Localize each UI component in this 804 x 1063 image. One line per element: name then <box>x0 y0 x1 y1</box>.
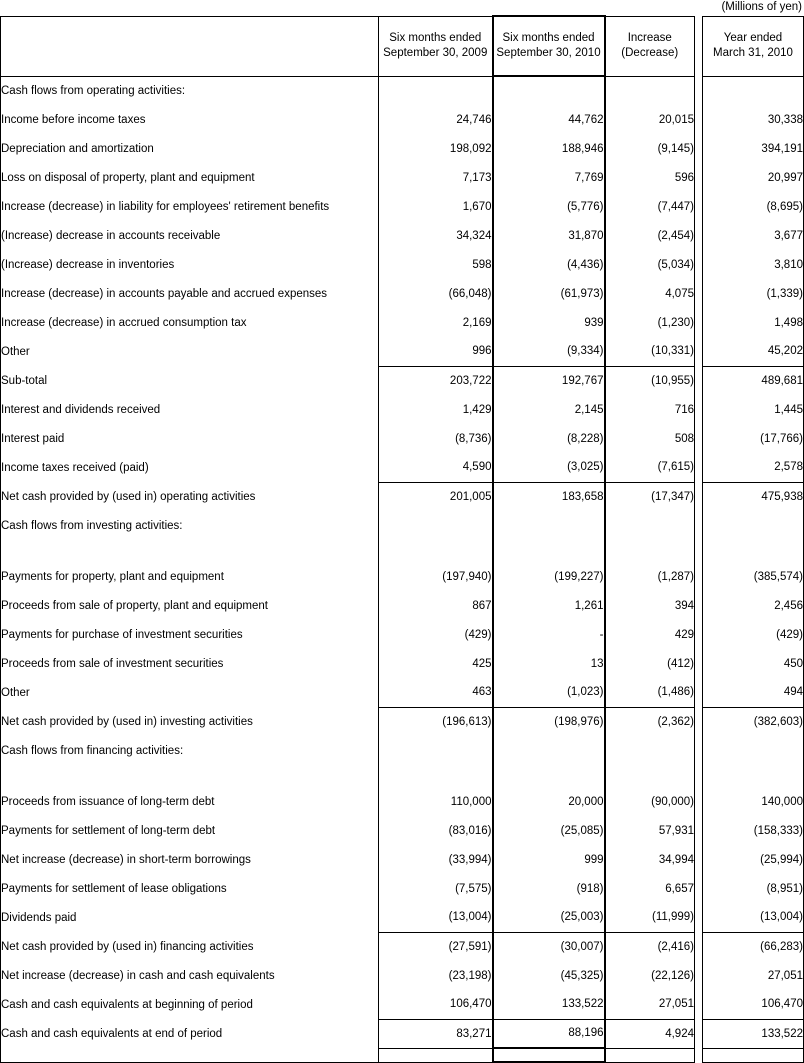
value-increase <box>605 511 695 540</box>
table-row <box>1 903 804 932</box>
value-h1-2009: (23,198) <box>379 961 493 990</box>
value-h1-2009: 203,722 <box>379 366 493 395</box>
column-gap <box>695 903 703 932</box>
value-h1-2009 <box>379 540 493 562</box>
value-h1-2009: 1,670 <box>379 192 493 221</box>
table-row <box>1 540 804 562</box>
row-label <box>1 540 379 562</box>
value-h1-2009: 867 <box>379 591 493 620</box>
value-h1-2010: 999 <box>493 845 605 874</box>
row-label: Dividends paid <box>1 903 379 932</box>
column-gap <box>695 787 703 816</box>
value-fy2010: 106,470 <box>703 990 804 1019</box>
value-h1-2009: 463 <box>379 678 493 707</box>
value-fy2010: 1,445 <box>703 395 804 424</box>
value-h1-2010: (198,976) <box>493 707 605 736</box>
value-fy2010: (158,333) <box>703 816 804 845</box>
table-row <box>1 424 804 453</box>
table-row <box>1 337 804 366</box>
table-body <box>1 76 804 1062</box>
row-label: Income before income taxes <box>1 105 379 134</box>
value-fy2010: (385,574) <box>703 562 804 591</box>
value-increase <box>605 765 695 787</box>
value-h1-2009: 4,590 <box>379 453 493 482</box>
value-h1-2010 <box>493 765 605 787</box>
value-fy2010: 27,051 <box>703 961 804 990</box>
table-row <box>1 395 804 424</box>
foot-cell <box>1 1048 379 1062</box>
value-h1-2009: (66,048) <box>379 279 493 308</box>
column-gap <box>695 678 703 707</box>
table-row <box>1 932 804 961</box>
value-increase: (10,331) <box>605 337 695 366</box>
value-h1-2009 <box>379 736 493 765</box>
row-label: Sub-total <box>1 366 379 395</box>
value-increase: (5,034) <box>605 250 695 279</box>
table-row <box>1 511 804 540</box>
value-fy2010: 20,997 <box>703 163 804 192</box>
header-cell-h1-2010 <box>493 16 605 76</box>
value-increase: 429 <box>605 620 695 649</box>
column-gap <box>695 395 703 424</box>
value-h1-2009: (196,613) <box>379 707 493 736</box>
row-label: Payments for settlement of long-term debt <box>1 816 379 845</box>
column-gap <box>695 453 703 482</box>
row-label: Proceeds from issuance of long-term debt <box>1 787 379 816</box>
value-h1-2010: 188,946 <box>493 134 605 163</box>
value-increase: 20,015 <box>605 105 695 134</box>
value-increase <box>605 540 695 562</box>
value-fy2010 <box>703 765 804 787</box>
column-gap <box>695 279 703 308</box>
value-h1-2009: (33,994) <box>379 845 493 874</box>
column-gap <box>695 1019 703 1048</box>
header-line2: September 30, 2009 <box>383 47 488 59</box>
value-h1-2010: 7,769 <box>493 163 605 192</box>
table-row <box>1 279 804 308</box>
value-h1-2009 <box>379 511 493 540</box>
row-label <box>1 765 379 787</box>
table-row <box>1 874 804 903</box>
header-cell-increase <box>605 16 695 76</box>
row-label: Payments for purchase of investment securities <box>1 620 379 649</box>
value-fy2010: (17,766) <box>703 424 804 453</box>
value-h1-2009: (27,591) <box>379 932 493 961</box>
column-gap <box>695 540 703 562</box>
row-label: Interest paid <box>1 424 379 453</box>
table-row <box>1 787 804 816</box>
value-h1-2009: 1,429 <box>379 395 493 424</box>
column-gap <box>695 105 703 134</box>
value-h1-2009: 110,000 <box>379 787 493 816</box>
row-label: Net increase (decrease) in cash and cash equivalents <box>1 961 379 990</box>
table-row <box>1 678 804 707</box>
column-gap <box>695 736 703 765</box>
table-row <box>1 1019 804 1048</box>
value-h1-2009: 198,092 <box>379 134 493 163</box>
table-row <box>1 453 804 482</box>
value-fy2010: 3,677 <box>703 221 804 250</box>
column-gap <box>695 366 703 395</box>
table-row <box>1 366 804 395</box>
value-h1-2009: 996 <box>379 337 493 366</box>
value-fy2010: 2,456 <box>703 591 804 620</box>
header-line1: Year ended <box>723 32 783 44</box>
column-gap <box>695 134 703 163</box>
value-increase: (22,126) <box>605 961 695 990</box>
value-h1-2010: 31,870 <box>493 221 605 250</box>
value-fy2010: 30,338 <box>703 105 804 134</box>
value-fy2010 <box>703 540 804 562</box>
foot-cell <box>605 1048 695 1062</box>
column-gap <box>695 990 703 1019</box>
value-h1-2010: (8,228) <box>493 424 605 453</box>
value-h1-2010 <box>493 540 605 562</box>
value-increase: (11,999) <box>605 903 695 932</box>
value-increase: 57,931 <box>605 816 695 845</box>
value-fy2010: 450 <box>703 649 804 678</box>
table-row <box>1 221 804 250</box>
row-label: Other <box>1 337 379 366</box>
value-h1-2010: (61,973) <box>493 279 605 308</box>
value-fy2010: (382,603) <box>703 707 804 736</box>
row-label: Net increase (decrease) in short-term borrowings <box>1 845 379 874</box>
column-gap <box>695 511 703 540</box>
column-gap <box>695 620 703 649</box>
value-fy2010: (429) <box>703 620 804 649</box>
value-increase: (17,347) <box>605 482 695 511</box>
value-h1-2009 <box>379 76 493 105</box>
value-h1-2009: (83,016) <box>379 816 493 845</box>
foot-cell <box>703 1048 804 1062</box>
value-increase: 27,051 <box>605 990 695 1019</box>
row-label: Income taxes received (paid) <box>1 453 379 482</box>
row-label: Increase (decrease) in accounts payable and accrued expenses <box>1 279 379 308</box>
value-h1-2009: 83,271 <box>379 1019 493 1048</box>
value-increase: (1,486) <box>605 678 695 707</box>
value-fy2010 <box>703 76 804 105</box>
value-increase: (2,416) <box>605 932 695 961</box>
table-row <box>1 192 804 221</box>
table-row <box>1 845 804 874</box>
value-h1-2010: (199,227) <box>493 562 605 591</box>
value-h1-2009: 598 <box>379 250 493 279</box>
value-increase: 4,075 <box>605 279 695 308</box>
value-h1-2010: (4,436) <box>493 250 605 279</box>
value-h1-2009: 425 <box>379 649 493 678</box>
table-header <box>1 16 804 76</box>
table-row <box>1 620 804 649</box>
column-gap <box>695 707 703 736</box>
table-row <box>1 482 804 511</box>
value-h1-2010: (30,007) <box>493 932 605 961</box>
row-label: Cash and cash equivalents at beginning of period <box>1 990 379 1019</box>
row-label: Proceeds from sale of investment securities <box>1 649 379 678</box>
column-gap <box>695 816 703 845</box>
row-label: Cash and cash equivalents at end of period <box>1 1019 379 1048</box>
value-h1-2009: (197,940) <box>379 562 493 591</box>
value-fy2010: (8,951) <box>703 874 804 903</box>
column-gap <box>695 192 703 221</box>
value-h1-2010: (5,776) <box>493 192 605 221</box>
row-label: Depreciation and amortization <box>1 134 379 163</box>
value-fy2010: 494 <box>703 678 804 707</box>
value-fy2010: 2,578 <box>703 453 804 482</box>
foot-cell <box>493 1048 605 1062</box>
header-line2: (Decrease) <box>621 47 679 59</box>
value-h1-2010: (45,325) <box>493 961 605 990</box>
value-h1-2010: 2,145 <box>493 395 605 424</box>
value-increase: (412) <box>605 649 695 678</box>
table-foot-rule <box>1 1048 804 1062</box>
table-row <box>1 649 804 678</box>
value-fy2010: 1,498 <box>703 308 804 337</box>
value-h1-2010 <box>493 76 605 105</box>
value-h1-2010: (25,003) <box>493 903 605 932</box>
value-increase: 6,657 <box>605 874 695 903</box>
column-gap <box>695 337 703 366</box>
row-label: Net cash provided by (used in) investing activities <box>1 707 379 736</box>
value-h1-2009: (13,004) <box>379 903 493 932</box>
table-row <box>1 736 804 765</box>
foot-cell <box>695 1048 703 1062</box>
value-h1-2010: (9,334) <box>493 337 605 366</box>
table-row <box>1 76 804 105</box>
row-label: (Increase) decrease in accounts receivable <box>1 221 379 250</box>
value-fy2010: 133,522 <box>703 1019 804 1048</box>
value-increase: (9,145) <box>605 134 695 163</box>
row-label: Proceeds from sale of property, plant and equipment <box>1 591 379 620</box>
value-fy2010: 394,191 <box>703 134 804 163</box>
value-h1-2010: 183,658 <box>493 482 605 511</box>
header-row <box>1 16 804 76</box>
value-increase: 4,924 <box>605 1019 695 1048</box>
value-increase: 596 <box>605 163 695 192</box>
table-row <box>1 308 804 337</box>
value-fy2010 <box>703 736 804 765</box>
value-increase <box>605 736 695 765</box>
value-h1-2009: 106,470 <box>379 990 493 1019</box>
value-fy2010: 475,938 <box>703 482 804 511</box>
header-cell-fy2010 <box>703 16 804 76</box>
row-label: Payments for settlement of lease obligations <box>1 874 379 903</box>
value-fy2010: (8,695) <box>703 192 804 221</box>
column-gap <box>695 845 703 874</box>
value-fy2010: (13,004) <box>703 903 804 932</box>
column-gap <box>695 163 703 192</box>
value-h1-2009: (8,736) <box>379 424 493 453</box>
column-gap <box>695 591 703 620</box>
value-increase: 508 <box>605 424 695 453</box>
header-line1: Six months ended <box>502 32 595 44</box>
column-gap <box>695 874 703 903</box>
value-fy2010: (66,283) <box>703 932 804 961</box>
value-h1-2010: 13 <box>493 649 605 678</box>
value-increase: (7,447) <box>605 192 695 221</box>
column-gap <box>695 649 703 678</box>
value-h1-2009: 2,169 <box>379 308 493 337</box>
table-row <box>1 990 804 1019</box>
foot-cell <box>379 1048 493 1062</box>
row-label: Cash flows from operating activities: <box>1 76 379 105</box>
value-h1-2010: (3,025) <box>493 453 605 482</box>
column-gap <box>695 424 703 453</box>
value-increase: (90,000) <box>605 787 695 816</box>
header-cell-h1-2009 <box>379 16 493 76</box>
value-h1-2009: 24,746 <box>379 105 493 134</box>
value-h1-2010: (25,085) <box>493 816 605 845</box>
value-h1-2010: - <box>493 620 605 649</box>
column-gap <box>695 932 703 961</box>
value-fy2010 <box>703 511 804 540</box>
table-row <box>1 134 804 163</box>
value-h1-2009 <box>379 765 493 787</box>
table-row <box>1 591 804 620</box>
value-h1-2010: 939 <box>493 308 605 337</box>
column-gap <box>695 482 703 511</box>
column-gap <box>695 308 703 337</box>
value-fy2010: 3,810 <box>703 250 804 279</box>
value-fy2010: (1,339) <box>703 279 804 308</box>
value-fy2010: 45,202 <box>703 337 804 366</box>
column-gap <box>695 76 703 105</box>
row-label: Interest and dividends received <box>1 395 379 424</box>
value-h1-2010: 192,767 <box>493 366 605 395</box>
cash-flow-table <box>0 15 804 1063</box>
row-label: Increase (decrease) in accrued consumption tax <box>1 308 379 337</box>
row-label: Cash flows from investing activities: <box>1 511 379 540</box>
value-h1-2009: 201,005 <box>379 482 493 511</box>
value-h1-2010: (1,023) <box>493 678 605 707</box>
table-row <box>1 765 804 787</box>
column-gap <box>695 562 703 591</box>
unit-caption: (Millions of yen) <box>721 1 802 13</box>
value-h1-2010: 20,000 <box>493 787 605 816</box>
row-label: Cash flows from financing activities: <box>1 736 379 765</box>
value-h1-2010: 88,196 <box>493 1019 605 1048</box>
table-row <box>1 562 804 591</box>
value-increase: (1,230) <box>605 308 695 337</box>
table-row <box>1 163 804 192</box>
row-label: Net cash provided by (used in) operating activities <box>1 482 379 511</box>
row-label: Net cash provided by (used in) financing activities <box>1 932 379 961</box>
value-h1-2009: (7,575) <box>379 874 493 903</box>
row-label: Loss on disposal of property, plant and equipment <box>1 163 379 192</box>
row-label: (Increase) decrease in inventories <box>1 250 379 279</box>
header-cell-label <box>1 16 379 76</box>
value-h1-2010: 133,522 <box>493 990 605 1019</box>
value-h1-2010: (918) <box>493 874 605 903</box>
column-gap <box>695 221 703 250</box>
value-increase: (7,615) <box>605 453 695 482</box>
column-gap <box>695 250 703 279</box>
value-increase: (2,362) <box>605 707 695 736</box>
value-h1-2009: 34,324 <box>379 221 493 250</box>
row-label: Increase (decrease) in liability for employees' retirement benefits <box>1 192 379 221</box>
table-row <box>1 707 804 736</box>
header-line1: Increase <box>627 32 672 44</box>
value-fy2010: 489,681 <box>703 366 804 395</box>
value-h1-2009: 7,173 <box>379 163 493 192</box>
value-increase: (1,287) <box>605 562 695 591</box>
column-gap <box>695 961 703 990</box>
value-increase: 716 <box>605 395 695 424</box>
value-h1-2010: 44,762 <box>493 105 605 134</box>
value-increase: (10,955) <box>605 366 695 395</box>
row-label: Payments for property, plant and equipment <box>1 562 379 591</box>
value-h1-2010 <box>493 736 605 765</box>
value-fy2010: 140,000 <box>703 787 804 816</box>
table-row <box>1 250 804 279</box>
table-row <box>1 961 804 990</box>
row-label: Other <box>1 678 379 707</box>
table-row <box>1 816 804 845</box>
header-cell-gap <box>695 16 703 76</box>
value-h1-2009: (429) <box>379 620 493 649</box>
value-h1-2010 <box>493 511 605 540</box>
value-increase <box>605 76 695 105</box>
header-line2: March 31, 2010 <box>713 47 793 59</box>
table-row <box>1 105 804 134</box>
value-increase: (2,454) <box>605 221 695 250</box>
value-fy2010: (25,994) <box>703 845 804 874</box>
column-gap <box>695 765 703 787</box>
header-line2: September 30, 2010 <box>496 47 601 59</box>
value-increase: 394 <box>605 591 695 620</box>
value-h1-2010: 1,261 <box>493 591 605 620</box>
value-increase: 34,994 <box>605 845 695 874</box>
header-line1: Six months ended <box>389 32 482 44</box>
